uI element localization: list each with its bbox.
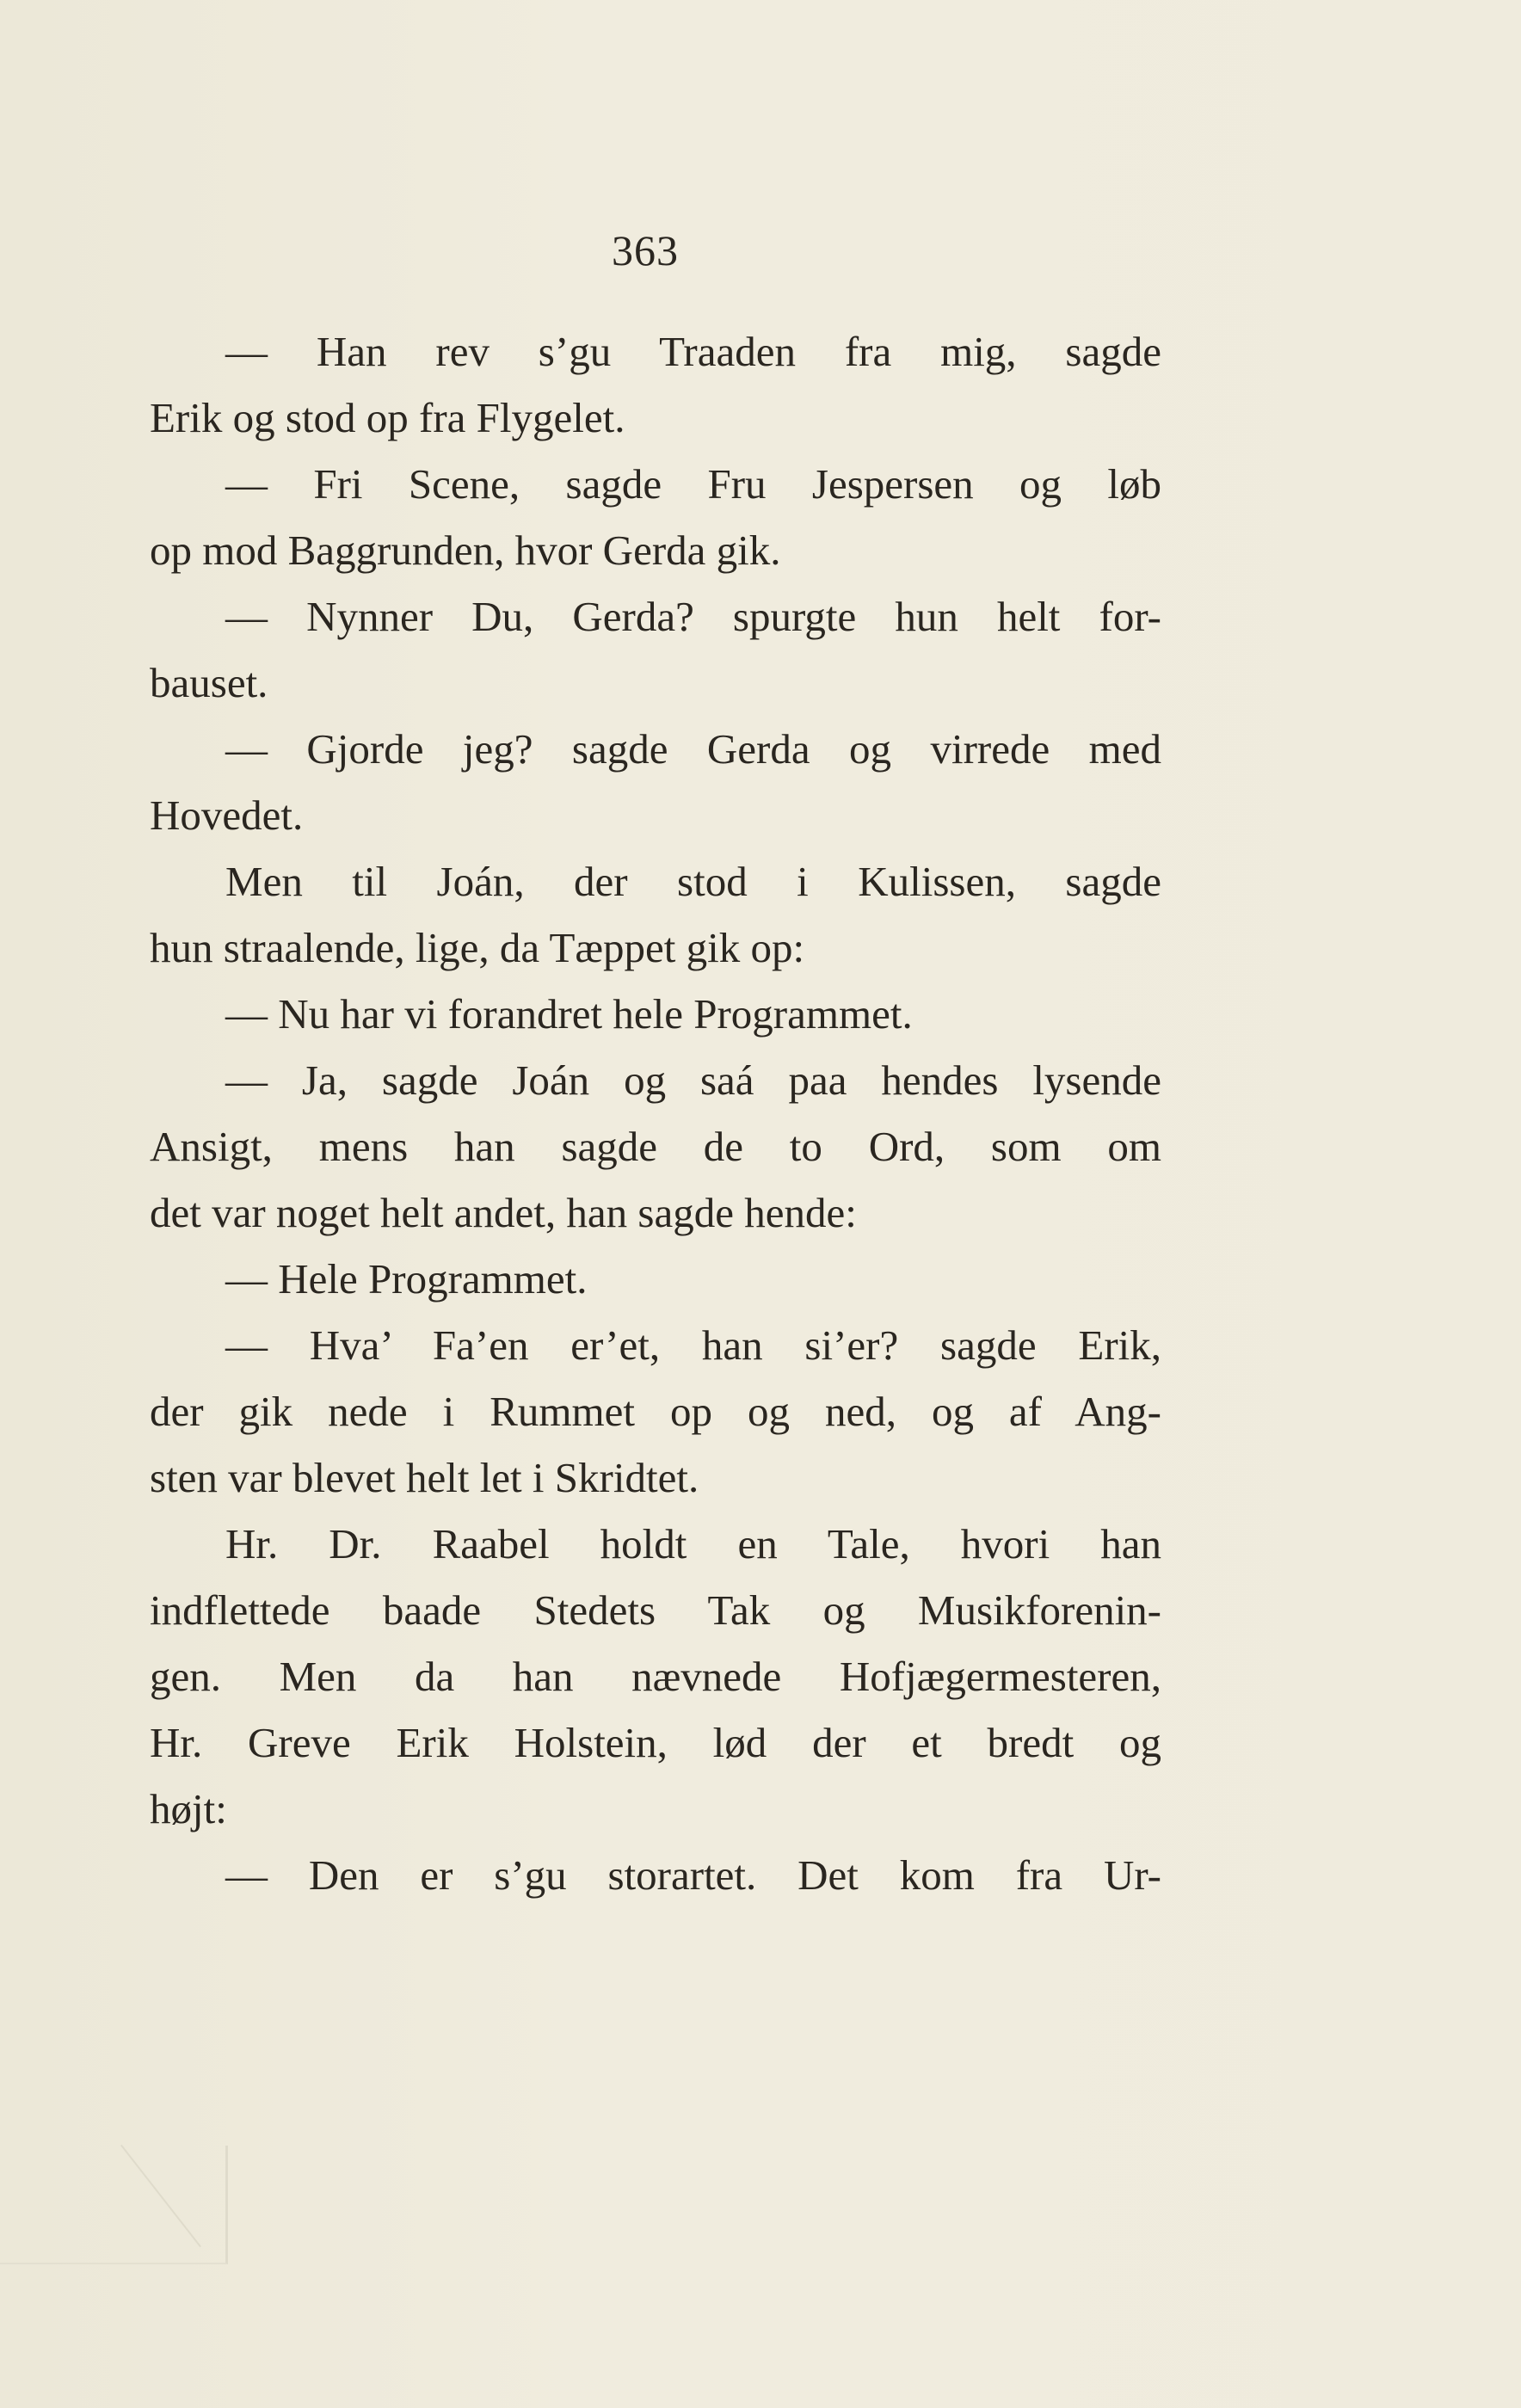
text-line: bauset.: [150, 659, 268, 706]
text-line: op mod Baggrunden, hvor Gerda gik.: [150, 527, 781, 574]
text-line: det var noget helt andet, han sagde hende:: [150, 1189, 857, 1236]
text-line: gen. Men da han nævnede Hofjægermesteren,: [150, 1653, 1161, 1700]
text-line: hun straalende, lige, da Tæppet gik op:: [150, 924, 805, 971]
text-line: Ansigt, mens han sagde de to Ord, som om: [150, 1123, 1161, 1170]
text-line: der gik nede i Rummet op og ned, og af Ang-: [150, 1388, 1161, 1435]
text-line: — Nu har vi forandret hele Programmet.: [225, 990, 913, 1038]
text-line: sten var blevet helt let i Skridtet.: [150, 1454, 699, 1501]
text-line: — Fri Scene, sagde Fru Jespersen og løb: [225, 460, 1161, 508]
text-line: — Nynner Du, Gerda? spurgte hun helt for-: [225, 593, 1161, 640]
scan-artifact: [0, 2146, 228, 2264]
text-line: — Hele Programmet.: [225, 1255, 588, 1303]
page-number: 363: [612, 226, 679, 274]
text-line: — Han rev s’gu Traaden fra mig, sagde: [225, 328, 1161, 375]
body-text: [150, 318, 1161, 1908]
text-line: — Den er s’gu storartet. Det kom fra Ur-: [225, 1851, 1161, 1899]
text-line: Hr. Dr. Raabel holdt en Tale, hvori han: [225, 1520, 1161, 1567]
text-line: Hr. Greve Erik Holstein, lød der et bredt og: [150, 1719, 1161, 1766]
text-line: Men til Joán, der stod i Kulissen, sagde: [225, 858, 1161, 905]
text-line: — Ja, sagde Joán og saá paa hendes lysende: [225, 1056, 1161, 1104]
text-line: — Hva’ Fa’en er’et, han si’er? sagde Erik,: [225, 1321, 1161, 1369]
text-line: Hovedet.: [150, 791, 304, 839]
text-line: — Gjorde jeg? sagde Gerda og virrede med: [225, 725, 1161, 773]
text-line: højt:: [150, 1785, 227, 1832]
text-line: Erik og stod op fra Flygelet.: [150, 394, 625, 441]
text-line: indflettede baade Stedets Tak og Musikforenin-: [150, 1586, 1161, 1634]
